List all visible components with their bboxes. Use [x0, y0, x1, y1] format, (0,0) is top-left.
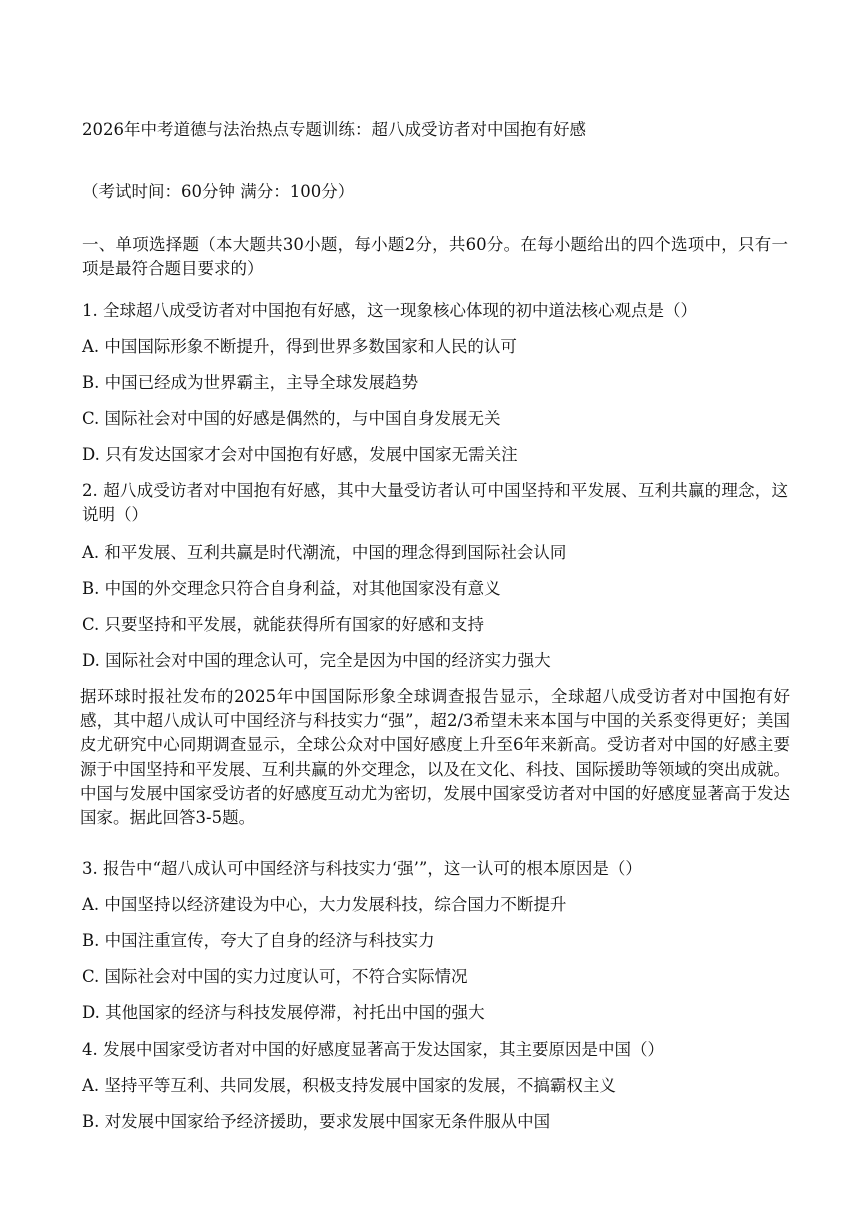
exam-info: （考试时间：60分钟 满分：100分）: [82, 182, 355, 201]
question-2-option-d: D. 国际社会对中国的理念认可，完全是因为中国的经济实力强大: [82, 651, 551, 670]
section-heading: 一、单项选择题（本大题共30小题，每小题2分，共60分。在每小题给出的四个选项中，只有一项是最符合题目要求的）: [82, 235, 788, 278]
question-1-option-b: B. 中国已经成为世界霸主，主导全球发展趋势: [82, 373, 419, 392]
material-passage: 据环球时报社发布的2025年中国国际形象全球调查报告显示，全球超八成受访者对中国抱有好感，其中超八成认可中国经济与科技实力“强”，超2/3希望未来本国与中国的关系变得更好；美国皮尤研究中心同期调查显示，全球公众对中国好感度上升至6年来新高。受访者对中国的好感主要源于中国坚持和平发展、互利共赢的外交理念，以及在文化、科技、国际援助等领域的突出成就。中国与发展中国家受访者的好感度互动尤为密切，发展中国家受访者对中国的好感度显著高于发达国家。据此回答3-5题。: [80, 687, 790, 828]
question-3-option-c: C. 国际社会对中国的实力过度认可，不符合实际情况: [82, 967, 468, 986]
document-title: 2026年中考道德与法治热点专题训练：超八成受访者对中国抱有好感: [82, 120, 586, 139]
question-1-option-d: D. 只有发达国家才会对中国抱有好感，发展中国家无需关注: [82, 445, 518, 464]
question-4-option-b: B. 对发展中国家给予经济援助，要求发展中国家无条件服从中国: [82, 1112, 551, 1131]
question-3-stem: 3. 报告中“超八成认可中国经济与科技实力‘强’”，这一认可的根本原因是（）: [82, 859, 642, 878]
question-2-option-b: B. 中国的外交理念只符合自身利益，对其他国家没有意义: [82, 579, 501, 598]
question-1-stem: 1. 全球超八成受访者对中国抱有好感，这一现象核心体现的初中道法核心观点是（）: [82, 301, 697, 320]
question-3-option-a: A. 中国坚持以经济建设为中心，大力发展科技，综合国力不断提升: [82, 895, 567, 914]
question-1-option-c: C. 国际社会对中国的好感是偶然的，与中国自身发展无关: [82, 409, 501, 428]
question-3-option-b: B. 中国注重宣传，夸大了自身的经济与科技实力: [82, 931, 435, 950]
question-4-option-a: A. 坚持平等互利、共同发展，积极支持发展中国家的发展，不搞霸权主义: [82, 1076, 616, 1095]
question-2-option-c: C. 只要坚持和平发展，就能获得所有国家的好感和支持: [82, 615, 485, 634]
question-3-option-d: D. 其他国家的经济与科技发展停滞，衬托出中国的强大: [82, 1003, 485, 1022]
question-2-stem: 2. 超八成受访者对中国抱有好感，其中大量受访者认可中国坚持和平发展、互利共赢的理念，这说明（）: [82, 481, 788, 524]
question-4-stem: 4. 发展中国家受访者对中国的好感度显著高于发达国家，其主要原因是中国（）: [82, 1040, 664, 1059]
question-2-option-a: A. 和平发展、互利共赢是时代潮流，中国的理念得到国际社会认同: [82, 543, 567, 562]
question-1-option-a: A. 中国国际形象不断提升，得到世界多数国家和人民的认可: [82, 337, 517, 356]
